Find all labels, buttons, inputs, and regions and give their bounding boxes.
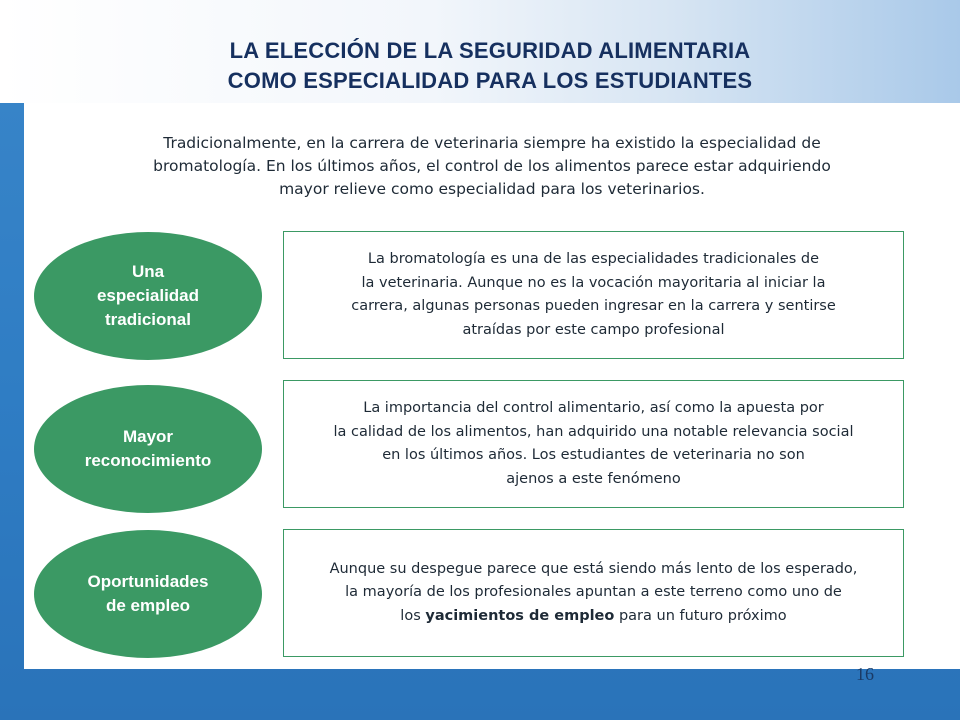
oval-label-line: Una: [131, 262, 165, 281]
description-line: carrera, algunas personas pueden ingresar en la carrera y sentirse: [351, 298, 836, 314]
title-line-2: COMO ESPECIALIDAD PARA LOS ESTUDIANTES: [227, 68, 753, 93]
description-text: los: [400, 607, 426, 624]
description-box-especialidad-tradicional: [283, 231, 904, 359]
oval-label-line: Oportunidades: [87, 572, 209, 591]
intro-paragraph: [24, 132, 960, 201]
oval-label-line: de empleo: [105, 596, 191, 615]
description-line: en los últimos años. Los estudiantes de veterinaria no son: [382, 447, 805, 463]
description-text: para un futuro próximo: [614, 607, 787, 624]
oval-label-line: especialidad: [96, 286, 200, 305]
description-line-emphasis: [330, 605, 858, 629]
description-box-mayor-reconocimiento: [283, 380, 904, 508]
oval-oportunidades-empleo: [34, 530, 262, 658]
oval-mayor-reconocimiento: [34, 385, 262, 513]
description-line: atraídas por este campo profesional: [462, 321, 725, 338]
intro-line-2: bromatología. En los últimos años, el control de los alimentos parece estar adquiriendo: [153, 157, 831, 175]
intro-line-3: mayor relieve como especialidad para los veterinarios.: [279, 180, 705, 198]
oval-label-line: reconocimiento: [84, 451, 212, 470]
description-line: La importancia del control alimentario, así como la apuesta por: [363, 400, 824, 416]
intro-line-1: Tradicionalmente, en la carrera de veterinaria siempre ha existido la especialidad de: [163, 134, 821, 152]
description-line: ajenos a este fenómeno: [506, 470, 681, 487]
description-box-oportunidades-empleo: [283, 529, 904, 657]
oval-label-line: Mayor: [122, 427, 174, 446]
page-number: 16: [856, 664, 874, 684]
title-line-1: LA ELECCIÓN DE LA SEGURIDAD ALIMENTARIA: [229, 38, 751, 63]
description-line: la veterinaria. Aunque no es la vocación mayoritaria al iniciar la: [361, 274, 826, 291]
description-line: La bromatología es una de las especialidades tradicionales de: [367, 251, 820, 267]
oval-label-line: tradicional: [105, 310, 191, 329]
description-line: Aunque su despegue parece que está siendo más lento de los esperado,: [329, 560, 858, 577]
oval-especialidad-tradicional: [34, 232, 262, 360]
slide-title: [0, 36, 960, 96]
description-line: la calidad de los alimentos, han adquirido una notable relevancia social: [333, 423, 854, 440]
yacimientos-de-empleo-emphasis: yacimientos de empleo: [425, 607, 615, 624]
description-line: la mayoría de los profesionales apuntan a este terreno como uno de: [345, 584, 842, 601]
